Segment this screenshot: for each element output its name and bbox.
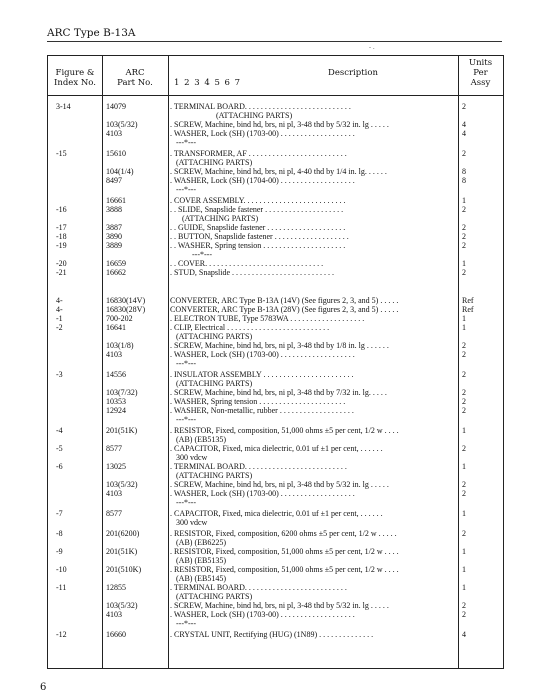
header-part-line2: Part No. <box>117 78 153 88</box>
table-row <box>48 498 503 508</box>
description-cell: . WASHER, Lock (SH) (1703-00) . . . . . . . . . . . . . . . . . . . <box>170 350 355 359</box>
part-number-cell: 16659 <box>106 259 126 268</box>
units-per-assy-cell: 2 <box>462 232 466 241</box>
units-per-assy-cell: 2 <box>462 444 466 453</box>
description-cell: . TERMINAL BOARD. . . . . . . . . . . . . . . . . . . . . . . . . . <box>170 583 347 592</box>
table-row <box>48 138 503 148</box>
part-number-cell: 13025 <box>106 462 126 471</box>
part-number-cell: 3887 <box>106 223 122 232</box>
units-per-assy-cell: 8 <box>462 167 466 176</box>
part-number-cell: 201(51K) <box>106 426 138 435</box>
figure-index-cell: 3-14 <box>56 102 71 111</box>
header-rule <box>47 41 502 42</box>
parts-list-table <box>47 55 504 669</box>
figure-index-cell: -15 <box>56 149 67 158</box>
part-number-cell: 10353 <box>106 397 126 406</box>
figure-index-cell: -20 <box>56 259 67 268</box>
description-cell: . CAPACITOR, Fixed, mica dielectric, 0.01 uf ±1 per cent, . . . . . . <box>170 444 383 453</box>
description-cell: . WASHER, Spring tension . . . . . . . . . . . . . . . . . . . . . . <box>170 397 346 406</box>
units-per-assy-cell: 1 <box>462 259 466 268</box>
units-per-assy-cell: 1 <box>462 314 466 323</box>
description-cell: CONVERTER, ARC Type B-13A (28V) (See figures 2, 3, and 5) . . . . . <box>170 305 399 314</box>
description-cell: ---*--- <box>176 498 196 507</box>
table-row <box>48 415 503 425</box>
units-per-assy-cell: 1 <box>462 462 466 471</box>
figure-index-cell: -5 <box>56 444 63 453</box>
part-number-cell: 14079 <box>106 102 126 111</box>
units-per-assy-cell: 2 <box>462 341 466 350</box>
description-cell: 300 vdcw <box>176 453 208 462</box>
figure-index-cell: -19 <box>56 241 67 250</box>
description-cell: . SCREW, Machine, bind hd, brs, ni pl, 3-48 thd by 7/32 in. lg. . . . . <box>170 388 387 397</box>
part-number-cell: 103(5/32) <box>106 120 138 129</box>
table-row <box>48 518 503 528</box>
part-number-cell: 700-202 <box>106 314 133 323</box>
table-row <box>48 619 503 629</box>
description-cell: (ATTACHING PARTS) <box>176 332 253 341</box>
units-per-assy-cell: 2 <box>462 601 466 610</box>
units-per-assy-cell: 8 <box>462 176 466 185</box>
part-number-cell: 201(51K) <box>106 547 138 556</box>
part-number-cell: 3890 <box>106 232 122 241</box>
description-cell: . RESISTOR, Fixed, composition, 51,000 ohms ±5 per cent, 1/2 w . . . . <box>170 547 399 556</box>
description-cell: ---*--- <box>176 359 196 368</box>
description-cell: . TERMINAL BOARD. . . . . . . . . . . . . . . . . . . . . . . . . . <box>170 462 347 471</box>
units-per-assy-cell: Ref <box>462 305 474 314</box>
units-per-assy-cell: 1 <box>462 196 466 205</box>
part-number-cell: 103(7/32) <box>106 388 138 397</box>
units-per-assy-cell: 1 <box>462 509 466 518</box>
units-per-assy-cell: 4 <box>462 129 466 138</box>
units-per-assy-cell: 2 <box>462 370 466 379</box>
description-cell: (ATTACHING PARTS) <box>216 111 293 120</box>
header-divider <box>48 95 503 96</box>
description-cell: (AB) (EB5135) <box>176 556 226 565</box>
figure-index-cell: -9 <box>56 547 63 556</box>
figure-index-cell: 4- <box>56 305 63 314</box>
part-number-cell: 12924 <box>106 406 126 415</box>
units-per-assy-cell: 2 <box>462 205 466 214</box>
figure-index-cell: -18 <box>56 232 67 241</box>
description-cell: . CLIP, Electrical . . . . . . . . . . . . . . . . . . . . . . . . . . <box>170 323 330 332</box>
units-per-assy-cell: 4 <box>462 120 466 129</box>
part-number-cell: 8577 <box>106 509 122 518</box>
description-cell: . WASHER, Lock (SH) (1704-00) . . . . . . . . . . . . . . . . . . . <box>170 176 355 185</box>
header-units-line3: Assy <box>470 78 491 88</box>
part-number-cell: 4103 <box>106 129 122 138</box>
units-per-assy-cell: 1 <box>462 565 466 574</box>
description-cell: . . COVER. . . . . . . . . . . . . . . . . . . . . . . . . . . . . . <box>170 259 324 268</box>
units-per-assy-cell: 2 <box>462 350 466 359</box>
description-cell: . TERMINAL BOARD. . . . . . . . . . . . . . . . . . . . . . . . . . . <box>170 102 351 111</box>
part-number-cell: 103(5/32) <box>106 480 138 489</box>
units-per-assy-cell: 1 <box>462 323 466 332</box>
table-row <box>48 359 503 369</box>
description-cell: . SCREW, Machine, bind hd, brs, ni pl, 3-48 thd by 5/32 in. lg . . . . . <box>170 480 389 489</box>
part-number-cell: 16830(14V) <box>106 296 146 305</box>
description-cell: ---*--- <box>176 138 196 147</box>
description-cell: (ATTACHING PARTS) <box>176 158 253 167</box>
description-cell: . CAPACITOR, Fixed, mica dielectric, 0.01 uf ±1 per cent, . . . . . . <box>170 509 383 518</box>
units-per-assy-cell: 2 <box>462 149 466 158</box>
figure-index-cell: -7 <box>56 509 63 518</box>
header-figure <box>48 68 102 88</box>
header-description: Description <box>328 68 378 78</box>
description-cell: (AB) (EB5145) <box>176 574 226 583</box>
description-cell: . WASHER, Lock (SH) (1703-00) . . . . . . . . . . . . . . . . . . . <box>170 610 355 619</box>
description-cell: ---*--- <box>176 185 196 194</box>
description-cell: . SCREW, Machine, bind hd, brs, ni pl, 3-48 thd by 1/8 in. lg . . . . . . <box>170 341 389 350</box>
part-number-cell: 16662 <box>106 268 126 277</box>
header-units-line1: Units <box>468 58 493 68</box>
figure-index-cell: -8 <box>56 529 63 538</box>
description-cell: . WASHER, Lock (SH) (1703-00) . . . . . . . . . . . . . . . . . . . <box>170 489 355 498</box>
figure-index-cell: -1 <box>56 314 63 323</box>
figure-index-cell: 4- <box>56 296 63 305</box>
part-number-cell: 14556 <box>106 370 126 379</box>
units-per-assy-cell: 1 <box>462 426 466 435</box>
part-number-cell: 16641 <box>106 323 126 332</box>
figure-index-cell: -11 <box>56 583 67 592</box>
part-number-cell: 16661 <box>106 196 126 205</box>
description-cell: . . SLIDE, Snapslide fastener . . . . . . . . . . . . . . . . . . . . <box>170 205 344 214</box>
description-cell: ---*--- <box>192 250 212 259</box>
description-cell: . STUD, Snapslide . . . . . . . . . . . . . . . . . . . . . . . . . . <box>170 268 334 277</box>
description-cell: . TRANSFORMER, AF . . . . . . . . . . . . . . . . . . . . . . . . . <box>170 149 347 158</box>
description-cell: CONVERTER, ARC Type B-13A (14V) (See figures 2, 3, and 5) . . . . . <box>170 296 399 305</box>
description-cell: . . WASHER, Spring tension . . . . . . . . . . . . . . . . . . . . . <box>170 241 346 250</box>
description-cell: (ATTACHING PARTS) <box>182 214 259 223</box>
figure-index-cell: -16 <box>56 205 67 214</box>
part-number-cell: 103(5/32) <box>106 601 138 610</box>
figure-index-cell: -6 <box>56 462 63 471</box>
description-cell: . RESISTOR, Fixed, composition, 6200 ohms ±5 per cent, 1/2 w . . . . . <box>170 529 397 538</box>
units-per-assy-cell: 2 <box>462 480 466 489</box>
figure-index-cell: -10 <box>56 565 67 574</box>
part-number-cell: 8497 <box>106 176 122 185</box>
part-number-cell: 16830(28V) <box>106 305 146 314</box>
description-cell: . WASHER, Non-metallic, rubber . . . . . . . . . . . . . . . . . . . <box>170 406 354 415</box>
part-number-cell: 201(6200) <box>106 529 140 538</box>
description-cell: . WASHER, Lock (SH) (1703-00) . . . . . . . . . . . . . . . . . . . <box>170 129 355 138</box>
description-cell: 300 vdcw <box>176 518 208 527</box>
header-part <box>102 68 168 88</box>
description-cell: . SCREW, Machine, bind hd, brs, ni pl, 3-48 thd by 5/32 in. lg . . . . . <box>170 601 389 610</box>
page-header: ARC Type B-13A <box>47 27 136 39</box>
figure-index-cell: -4 <box>56 426 63 435</box>
table-row <box>48 630 503 640</box>
part-number-cell: 4103 <box>106 610 122 619</box>
page-number: 6 <box>40 682 47 693</box>
table-row <box>48 268 503 278</box>
units-per-assy-cell: 2 <box>462 102 466 111</box>
part-number-cell: 103(1/8) <box>106 341 134 350</box>
part-number-cell: 4103 <box>106 350 122 359</box>
units-per-assy-cell: 4 <box>462 630 466 639</box>
part-number-cell: 3889 <box>106 241 122 250</box>
units-per-assy-cell: Ref <box>462 296 474 305</box>
description-cell: (ATTACHING PARTS) <box>176 379 253 388</box>
units-per-assy-cell: 1 <box>462 547 466 556</box>
header-indent-levels: 1 2 3 4 5 6 7 <box>174 78 242 88</box>
part-number-cell: 104(1/4) <box>106 167 134 176</box>
part-number-cell: 3888 <box>106 205 122 214</box>
description-cell: . CRYSTAL UNIT, Rectifying (HUG) (1N89) . . . . . . . . . . . . . . <box>170 630 374 639</box>
figure-index-cell: -2 <box>56 323 63 332</box>
units-per-assy-cell: 2 <box>462 223 466 232</box>
units-per-assy-cell: 2 <box>462 241 466 250</box>
units-per-assy-cell: 2 <box>462 406 466 415</box>
units-per-assy-cell: 1 <box>462 583 466 592</box>
description-cell: (AB) (EB5135) <box>176 435 226 444</box>
description-cell: ---*--- <box>176 619 196 628</box>
header-units <box>458 58 503 88</box>
description-cell: (ATTACHING PARTS) <box>176 471 253 480</box>
units-per-assy-cell: 2 <box>462 397 466 406</box>
part-number-cell: 15610 <box>106 149 126 158</box>
header-units-line2: Per <box>473 68 488 78</box>
part-number-cell: 16660 <box>106 630 126 639</box>
header-figure-line2: Index No. <box>54 78 96 88</box>
units-per-assy-cell: 2 <box>462 529 466 538</box>
header-figure-line1: Figure & <box>55 68 95 78</box>
figure-index-cell: -21 <box>56 268 67 277</box>
header-part-line1: ARC <box>125 68 145 78</box>
part-number-cell: 201(510K) <box>106 565 142 574</box>
description-cell: . RESISTOR, Fixed, composition, 51,000 ohms ±5 per cent, 1/2 w . . . . <box>170 565 399 574</box>
description-cell: (AB) (EB6225) <box>176 538 226 547</box>
description-cell: . COVER ASSEMBLY. . . . . . . . . . . . . . . . . . . . . . . . . . <box>170 196 346 205</box>
description-cell: . . GUIDE, Snapslide fastener . . . . . . . . . . . . . . . . . . . . <box>170 223 346 232</box>
description-cell: (ATTACHING PARTS) <box>176 592 253 601</box>
units-per-assy-cell: 2 <box>462 268 466 277</box>
part-number-cell: 8577 <box>106 444 122 453</box>
table-row <box>48 185 503 195</box>
description-cell: ---*--- <box>176 415 196 424</box>
figure-index-cell: -17 <box>56 223 67 232</box>
description-cell: . . BUTTON, Snapslide fastener . . . . . . . . . . . . . . . . . . . <box>170 232 349 241</box>
description-cell: . INSULATOR ASSEMBLY . . . . . . . . . . . . . . . . . . . . . . . <box>170 370 354 379</box>
units-per-assy-cell: 2 <box>462 388 466 397</box>
description-cell: . SCREW, Machine, bind hd, brs, ni pl, 3-48 thd by 5/32 in. lg . . . . . <box>170 120 389 129</box>
print-mark: - . <box>369 44 375 51</box>
description-cell: . ELECTRON TUBE, Type 5783WA . . . . . . . . . . . . . . . . . . . <box>170 314 365 323</box>
units-per-assy-cell: 2 <box>462 489 466 498</box>
part-number-cell: 4103 <box>106 489 122 498</box>
units-per-assy-cell: 2 <box>462 610 466 619</box>
figure-index-cell: -12 <box>56 630 67 639</box>
part-number-cell: 12855 <box>106 583 126 592</box>
description-cell: . RESISTOR, Fixed, composition, 51,000 ohms ±5 per cent, 1/2 w . . . . <box>170 426 399 435</box>
description-cell: . SCREW, Machine, bind hd, brs, ni pl, 4-40 thd by 1/4 in. lg. . . . . . <box>170 167 387 176</box>
figure-index-cell: -3 <box>56 370 63 379</box>
